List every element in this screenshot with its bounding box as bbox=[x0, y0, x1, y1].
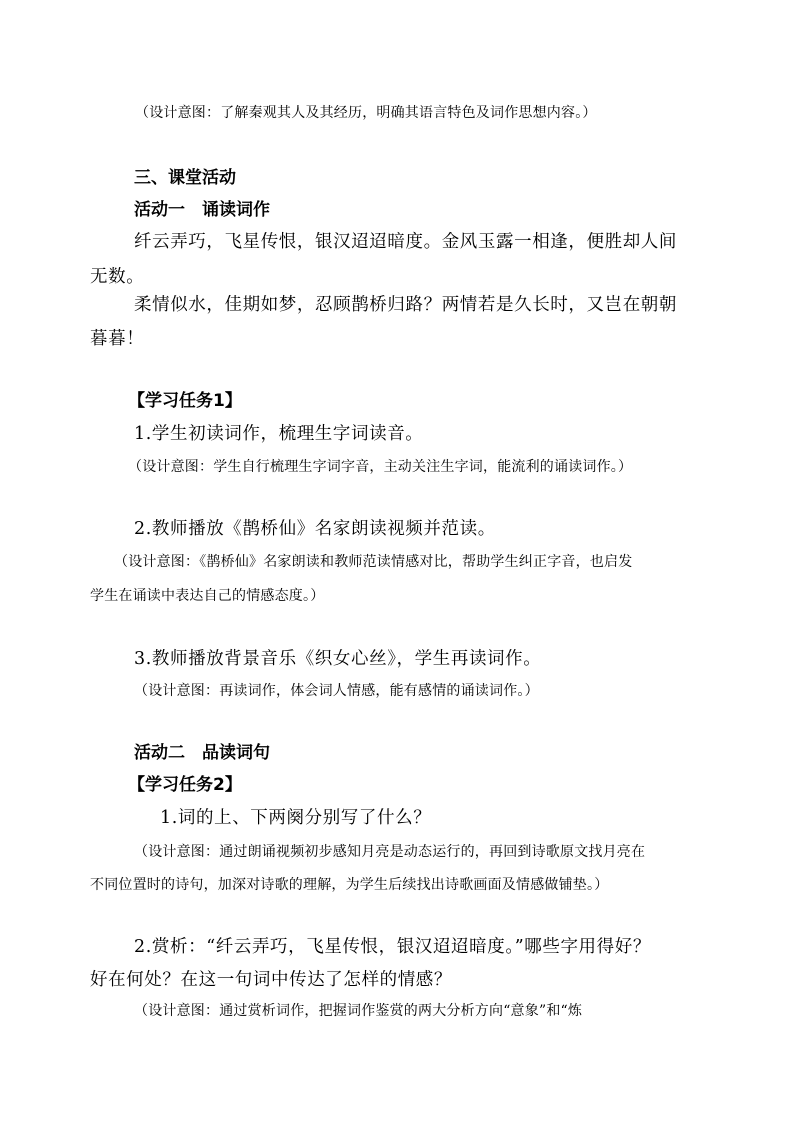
task2-note-1-cont: 不同位置时的诗句，加深对诗歌的理解，为学生后续找出诗歌画面及情感做铺垫。） bbox=[90, 877, 609, 893]
activity-one-title: 活动一 诵读词作 bbox=[134, 200, 270, 220]
task2-item-2-cont: 好在何处？在这一句词中传达了怎样的情感？ bbox=[90, 970, 452, 990]
task2-note-2: （设计意图：通过赏析词作，把握词作鉴赏的两大分析方向“意象”和“炼 bbox=[134, 1003, 583, 1019]
task2-note-1: （设计意图：通过朗诵视频初步感知月亮是动态运行的，再回到诗歌原文找月亮在 bbox=[134, 844, 646, 860]
poem-line-1: 纤云弄巧，飞星传恨，银汉迢迢暗度。金风玉露一相逢，便胜却人间 bbox=[134, 232, 677, 252]
task1-note-2-cont: 学生在诵读中表达自己的情感态度。） bbox=[90, 588, 325, 604]
poem-line-2-cont: 暮暮！ bbox=[90, 329, 145, 349]
task1-item-1: 1.学生初读词作，梳理生字词读音。 bbox=[134, 424, 424, 444]
task2-item-2: 2.赏析：“纤云弄巧，飞星传恨，银汉迢迢暗度。”哪些字用得好？ bbox=[134, 937, 651, 957]
section-title: 三、课堂活动 bbox=[134, 168, 236, 188]
task1-note-3: （设计意图：再读词作，体会词人情感，能有感情的诵读词作。） bbox=[134, 683, 539, 699]
learning-task-2-title: 【学习任务2】 bbox=[128, 775, 242, 795]
learning-task-1-title: 【学习任务1】 bbox=[128, 391, 242, 411]
task1-item-3: 3.教师播放背景音乐《织女心丝》，学生再读词作。 bbox=[134, 649, 542, 669]
task1-note-2: （设计意图：《鹊桥仙》名家朗读和教师范读情感对比，帮助学生纠正字音，也启发 bbox=[114, 554, 633, 570]
task1-item-2: 2.教师播放《鹊桥仙》名家朗读视频并范读。 bbox=[134, 519, 496, 539]
poem-line-1-cont: 无数。 bbox=[90, 267, 145, 287]
task1-note-1: （设计意图：学生自行梳理生字词字音，主动关注生字词，能流利的诵读词作。） bbox=[128, 459, 633, 475]
task2-item-1: 1.词的上、下两阕分别写了什么？ bbox=[160, 808, 432, 828]
poem-line-2: 柔情似水，佳期如梦，忍顾鹊桥归路？两情若是久长时，又岂在朝朝 bbox=[134, 295, 677, 315]
activity-two-title: 活动二 品读词句 bbox=[134, 743, 270, 763]
design-note-intro: （设计意图：了解秦观其人及其经历，明确其语言特色及词作思想内容。） bbox=[135, 105, 597, 121]
